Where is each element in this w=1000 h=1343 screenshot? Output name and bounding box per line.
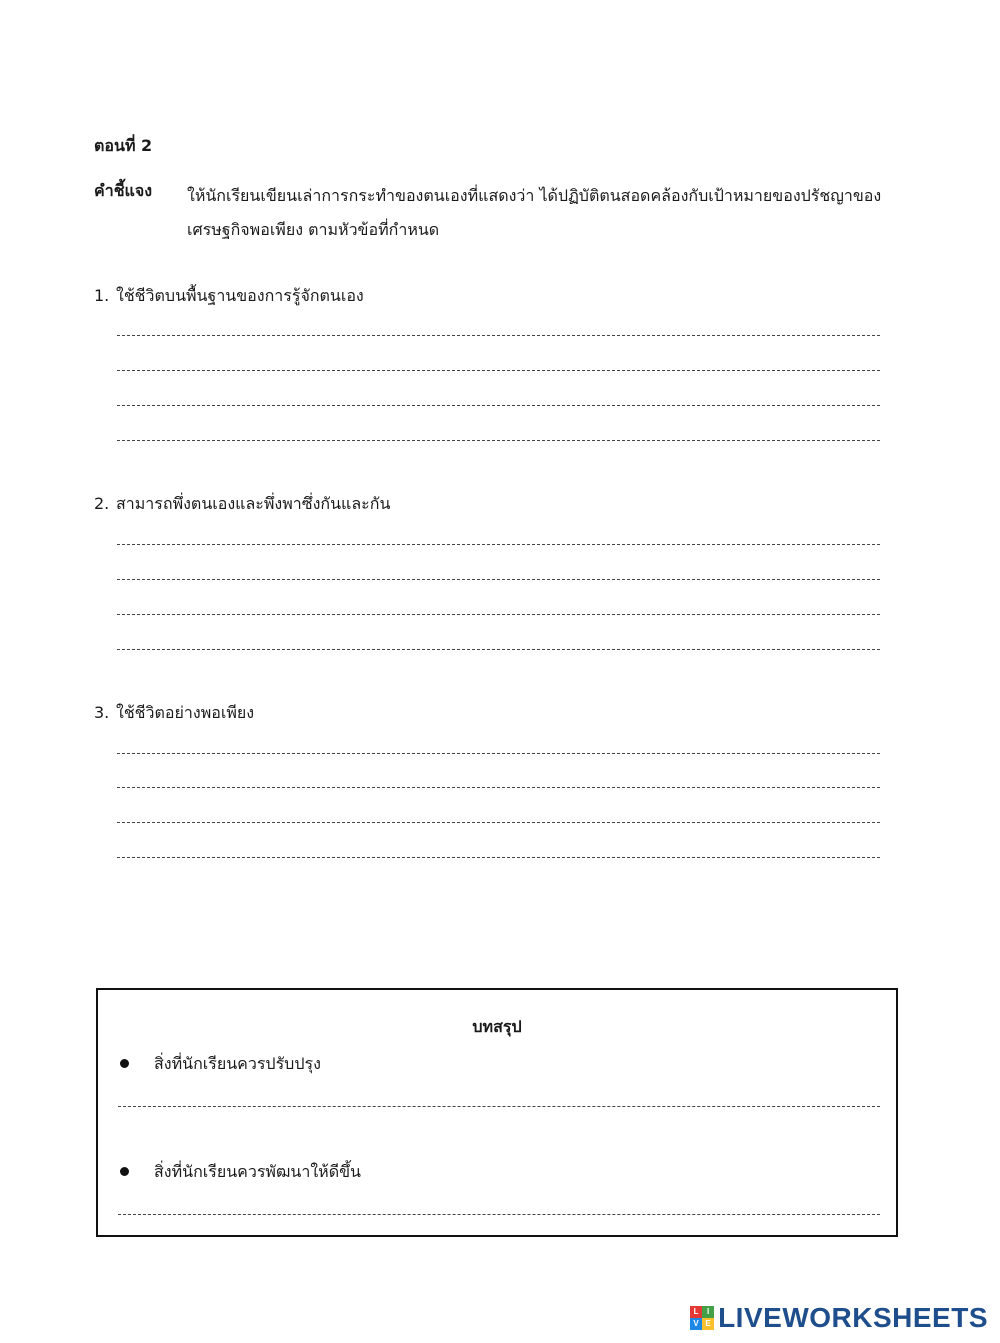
question-text: ใช้ชีวิตอย่างพอเพียง (116, 703, 255, 722)
summary-answer-line[interactable] (118, 1106, 880, 1107)
question-3 (94, 701, 254, 726)
logo-text: LIVEWORKSHEETS (718, 1302, 988, 1333)
answer-line[interactable] (117, 787, 880, 788)
bullet-icon (120, 1059, 129, 1068)
question-number: 1. (94, 286, 110, 305)
question-1 (94, 284, 364, 309)
summary-title: บทสรุป (472, 1017, 522, 1036)
question-number: 3. (94, 703, 110, 722)
answer-line[interactable] (117, 335, 880, 336)
summary-item-develop: สิ่งที่นักเรียนควรพัฒนาให้ดีขึ้น (154, 1162, 361, 1181)
question-number: 2. (94, 494, 110, 513)
summary-item-improve: สิ่งที่นักเรียนควรปรับปรุง (154, 1054, 321, 1073)
logo-mark-icon: L I V E (690, 1306, 714, 1330)
part-title: ตอนที่ 2 (94, 136, 153, 155)
bullet-icon (120, 1167, 129, 1176)
answer-line[interactable] (117, 370, 880, 371)
answer-line[interactable] (117, 544, 880, 545)
liveworksheets-logo (690, 1302, 988, 1334)
answer-line[interactable] (117, 857, 880, 858)
answer-line[interactable] (117, 440, 880, 441)
instruction-label: คำชี้แจง (94, 181, 153, 200)
summary-box (96, 988, 898, 1237)
answer-line[interactable] (117, 614, 880, 615)
question-text: สามารถพึ่งตนเองและพึ่งพาซึ่งกันและกัน (116, 494, 391, 513)
answer-line[interactable] (117, 649, 880, 650)
instruction-text: ให้นักเรียนเขียนเล่าการกระทำของตนเองที่แสดงว่า ได้ปฏิบัติตนสอดคล้องกับเป้าหมายของปรัชญาของเศรษฐกิจพอเพียง ตามหัวข้อที่กำหนด (187, 186, 882, 239)
answer-line[interactable] (117, 405, 880, 406)
question-text: ใช้ชีวิตบนพื้นฐานของการรู้จักตนเอง (116, 286, 364, 305)
answer-line[interactable] (117, 822, 880, 823)
summary-answer-line[interactable] (118, 1214, 880, 1215)
answer-line[interactable] (117, 579, 880, 580)
answer-line[interactable] (117, 753, 880, 754)
question-2 (94, 492, 390, 517)
